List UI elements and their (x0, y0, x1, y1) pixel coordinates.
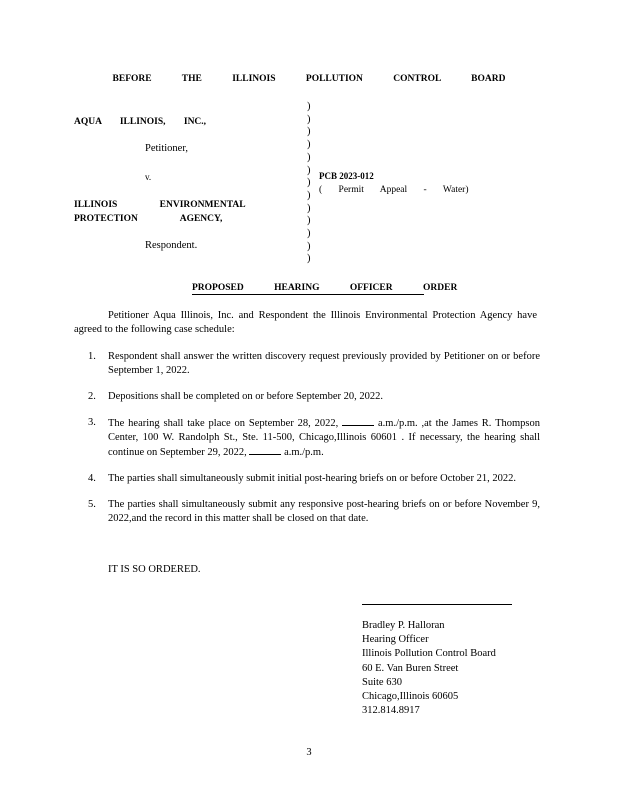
case-type: ( Permit Appeal - Water) (319, 185, 469, 195)
list-item: 1. Respondent shall answer the written discovery request previously provided by Petitioner on or before September 1, 2022. (88, 351, 540, 376)
signer-street: 60 E. Van Buren Street (362, 662, 459, 674)
petitioner-role: Petitioner, (145, 143, 189, 154)
signer-title: Hearing Officer (362, 634, 429, 646)
page-number: 3 (306, 747, 312, 758)
signer-name: Bradley P. Halloran (362, 620, 445, 631)
time-blank (342, 416, 374, 426)
schedule-list (88, 350, 540, 538)
list-item: 5. The parties shall simultaneously submit any responsive post-hearing briefs on or before November 9, 2022,and the record in this matter shall be closed on that date. (88, 499, 540, 524)
signature-line (362, 604, 512, 605)
caption-parens: ) ) ) ) ) ) ) ) ) ) ) ) ) (307, 101, 311, 265)
so-ordered: IT IS SO ORDERED. (108, 564, 201, 575)
list-item: 3. The hearing shall take place on September 28, 2022, a.m./p.m. ,at the James R. Thompson Center, 100 W. Randolph St., Ste. 11-500, Chicago,Illinois 60601 . If necessary, the hearing shall continue on September 29, 2022, a.m./p.m. (88, 417, 540, 458)
respondent-role: Respondent. (145, 240, 198, 251)
court-heading: BEFORE THE ILLINOIS POLLUTION CONTROL BOARD (112, 74, 506, 84)
respondent-name-line1: ILLINOIS ENVIRONMENTAL (74, 200, 246, 210)
petitioner-name: AQUA ILLINOIS, INC., (74, 117, 207, 127)
signer-city: Chicago,Illinois 60605 (362, 691, 459, 703)
list-item: 2. Depositions shall be completed on or before September 20, 2022. (88, 391, 383, 402)
versus-label: v. (145, 172, 152, 182)
list-item: 4. The parties shall simultaneously submit initial post-hearing briefs on or before October 21, 2022. (88, 473, 516, 484)
signature-block (362, 619, 496, 718)
order-title: PROPOSED HEARING OFFICER ORDER (192, 283, 458, 293)
signer-suite: Suite 630 (362, 676, 402, 688)
intro-paragraph: Petitioner Aqua Illinois, Inc. and Respondent the Illinois Environmental Protection Agency have agreed to the following case schedule: (74, 310, 537, 335)
respondent-name-line2: PROTECTION AGENCY, (74, 214, 223, 224)
time-blank (249, 445, 281, 455)
case-number: PCB 2023-012 (319, 171, 374, 181)
signer-phone: 312.814.8917 (362, 705, 420, 717)
signer-board: Illinois Pollution Control Board (362, 648, 496, 660)
